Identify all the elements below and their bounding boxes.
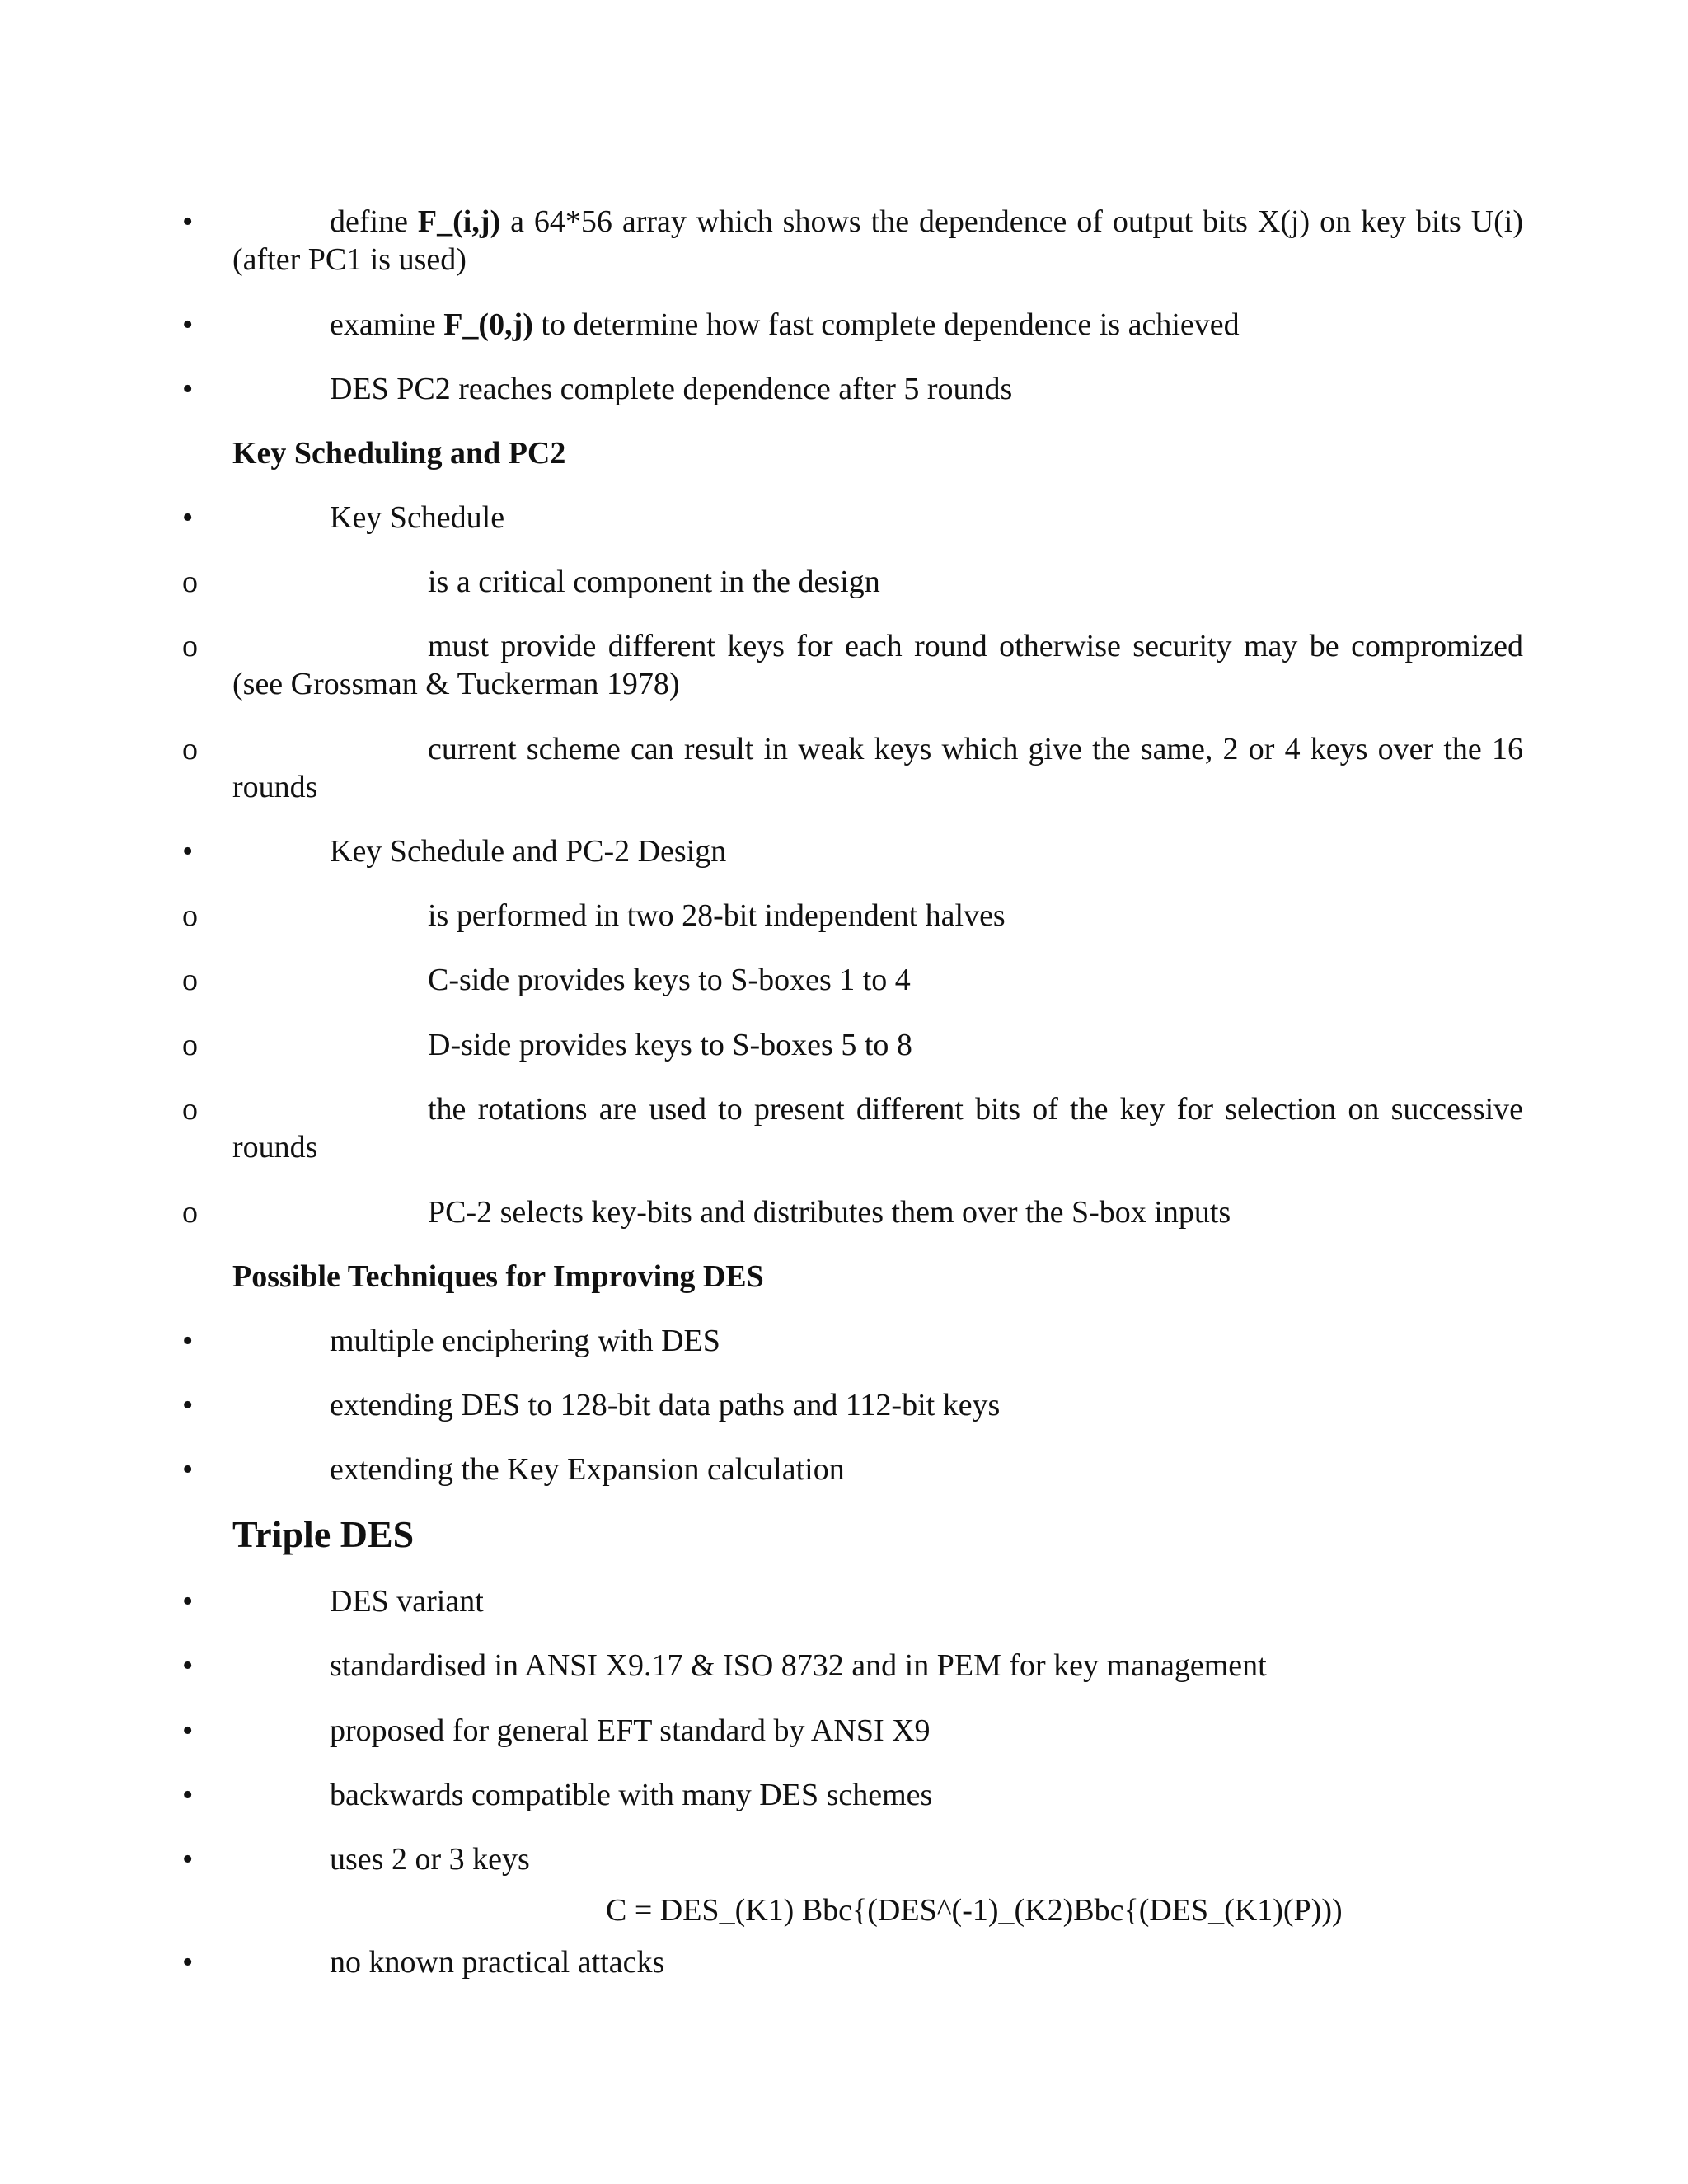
sub-list-item xyxy=(232,1026,1523,1064)
section-heading: Possible Techniques for Improving DES xyxy=(232,1259,764,1294)
item-text: Key Schedule and PC-2 Design xyxy=(330,834,727,869)
item-text: backwards compatible with many DES schemes xyxy=(330,1778,933,1812)
sub-list-item xyxy=(232,1090,1523,1166)
bullet-marker: • xyxy=(182,372,194,406)
triple-des-formula: C = DES_(K1) Bbc{(DES^(-1)_(K2)Bbc{(DES_(K1)(P))) xyxy=(606,1893,1343,1928)
item-text: Key Schedule xyxy=(330,500,505,535)
sub-bullet-marker: o xyxy=(182,1028,198,1062)
list-item xyxy=(232,1582,1523,1620)
sub-bullet-marker: o xyxy=(182,1092,198,1127)
sub-list-item xyxy=(232,897,1523,935)
item-text: PC-2 selects key-bits and distributes them over the S-box inputs xyxy=(428,1195,1231,1230)
item-text: standardised in ANSI X9.17 & ISO 8732 and in PEM for key management xyxy=(330,1648,1267,1683)
list-item xyxy=(232,1840,1523,1878)
bullet-marker: • xyxy=(182,1324,194,1358)
item-text: extending DES to 128-bit data paths and 112-bit keys xyxy=(330,1388,1001,1422)
bullet-marker: • xyxy=(182,307,194,342)
sub-list-item xyxy=(232,563,1523,601)
item-text-pre: examine xyxy=(330,307,444,342)
item-text: proposed for general EFT standard by ANSI X9 xyxy=(330,1713,931,1748)
item-text: is performed in two 28-bit independent halves xyxy=(428,898,1006,933)
item-text-pre: define xyxy=(330,204,418,239)
item-text: extending the Key Expansion calculation xyxy=(330,1452,845,1487)
item-text: the rotations are used to present different bits of the key for selection on successive rounds xyxy=(232,1092,1523,1165)
bullet-marker: • xyxy=(182,1648,194,1683)
list-item xyxy=(232,203,1523,279)
item-text-bold: F_(i,j) xyxy=(417,204,501,239)
section-heading: Triple DES xyxy=(232,1513,415,1555)
bullet-marker: • xyxy=(182,834,194,869)
sub-bullet-marker: o xyxy=(182,963,198,997)
sub-bullet-marker: o xyxy=(182,732,198,766)
item-text-post: to determine how fast complete dependence is achieved xyxy=(532,307,1240,342)
sub-list-item xyxy=(232,627,1523,703)
section-heading: Key Scheduling and PC2 xyxy=(232,436,566,471)
list-item xyxy=(232,1712,1523,1750)
list-item xyxy=(232,499,1523,537)
bullet-marker: • xyxy=(182,1388,194,1422)
bullet-marker: • xyxy=(182,1945,194,1980)
list-item xyxy=(232,1647,1523,1685)
item-text-post: a 64*56 array which shows the dependence of output bits X(j) on key bits U(i) (after PC1 is used) xyxy=(232,204,1523,277)
list-item xyxy=(232,1322,1523,1360)
item-text: DES PC2 reaches complete dependence after 5 rounds xyxy=(330,372,1013,406)
item-text: D-side provides keys to S-boxes 5 to 8 xyxy=(428,1028,912,1062)
bullet-marker: • xyxy=(182,1584,194,1619)
list-item xyxy=(232,1943,1523,1981)
list-item xyxy=(232,1386,1523,1424)
list-item xyxy=(232,370,1523,408)
item-text: no known practical attacks xyxy=(330,1945,665,1980)
item-text: must provide different keys for each round otherwise security may be compromized (see Grossman & Tuckerman 1978) xyxy=(232,629,1523,701)
item-text: is a critical component in the design xyxy=(428,565,880,599)
item-text: current scheme can result in weak keys which give the same, 2 or 4 keys over the 16 rounds xyxy=(232,732,1523,804)
list-item xyxy=(232,832,1523,870)
sub-bullet-marker: o xyxy=(182,565,198,599)
list-item xyxy=(232,1776,1523,1814)
item-text-bold: F_(0,j) xyxy=(443,307,533,342)
item-text: C-side provides keys to S-boxes 1 to 4 xyxy=(428,963,911,997)
sub-list-item xyxy=(232,961,1523,999)
item-text: DES variant xyxy=(330,1584,484,1619)
sub-bullet-marker: o xyxy=(182,1195,198,1230)
sub-bullet-marker: o xyxy=(182,898,198,933)
list-item xyxy=(232,1451,1523,1488)
bullet-marker: • xyxy=(182,500,194,535)
bullet-marker: • xyxy=(182,1713,194,1748)
sub-bullet-marker: o xyxy=(182,629,198,663)
bullet-marker: • xyxy=(182,1452,194,1487)
bullet-marker: • xyxy=(182,1778,194,1812)
item-text: uses 2 or 3 keys xyxy=(330,1842,530,1877)
sub-list-item xyxy=(232,1193,1523,1231)
bullet-marker: • xyxy=(182,1842,194,1877)
sub-list-item xyxy=(232,730,1523,806)
bullet-marker: • xyxy=(182,204,194,239)
list-item xyxy=(232,306,1523,344)
item-text: multiple enciphering with DES xyxy=(330,1324,720,1358)
